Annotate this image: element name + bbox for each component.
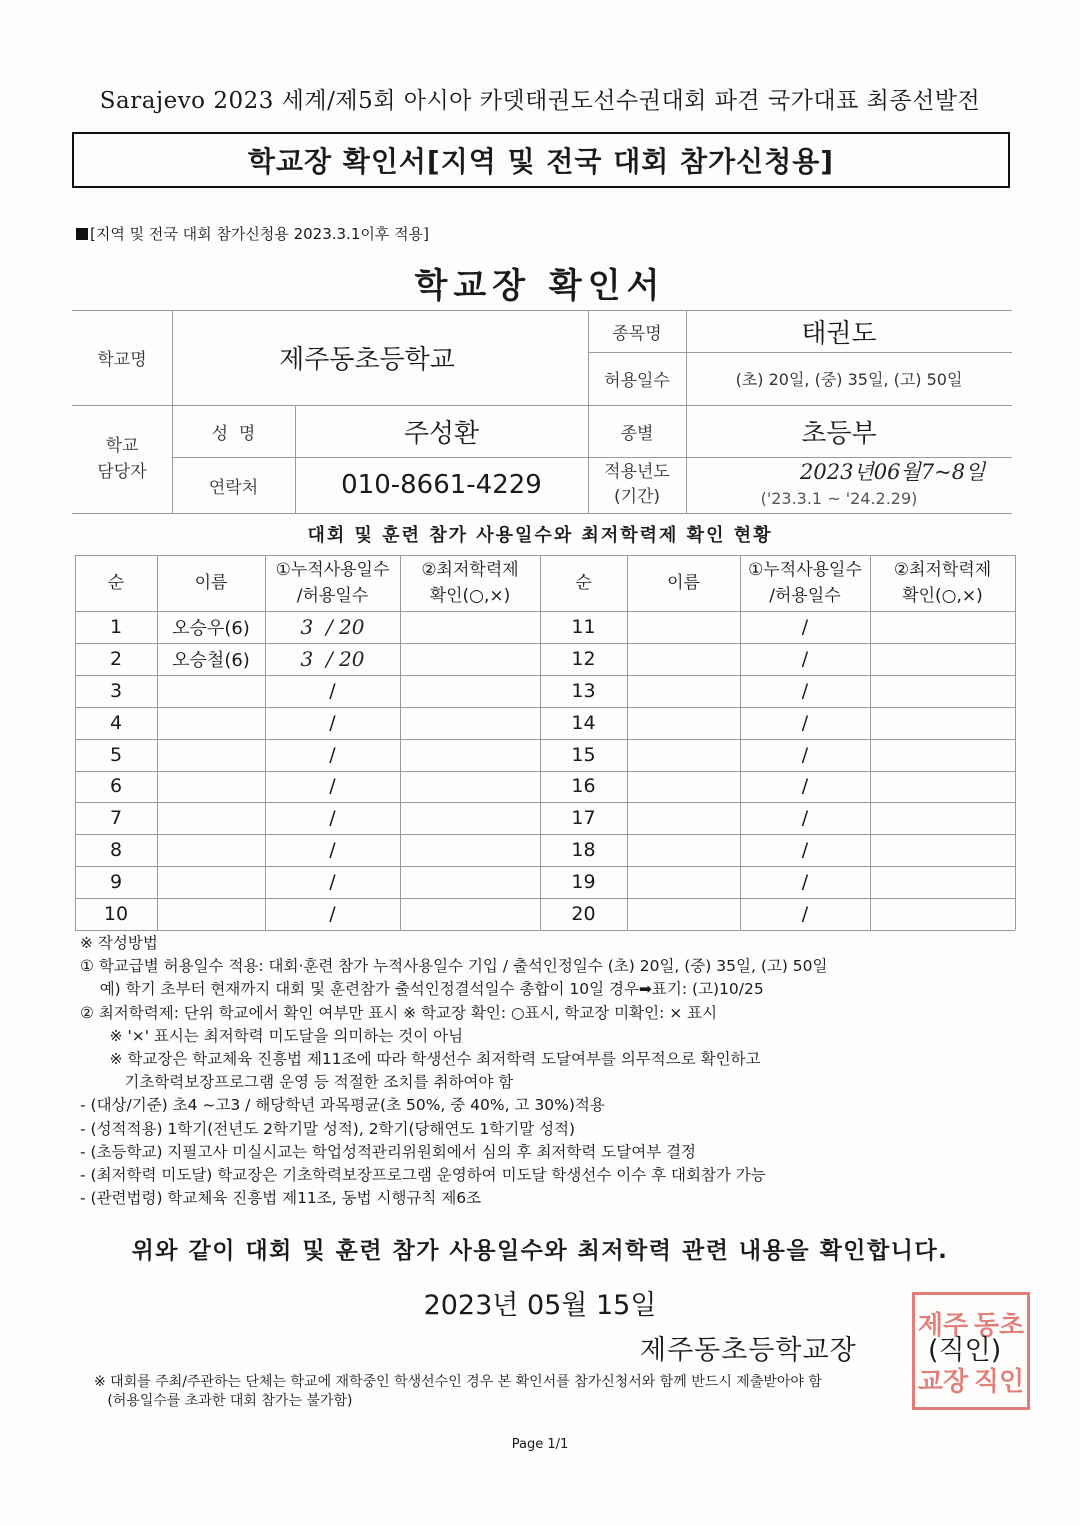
name-label: 성 명 xyxy=(211,423,256,444)
row-number: 18 xyxy=(571,839,596,862)
row-number: 7 xyxy=(109,807,123,830)
note-line: ① 학교급별 허용일수 적용: 대회·훈련 참가 누적사용일수 기입 / 출석인정일수 (초) 20일, (중) 35일, (고) 50일 xyxy=(80,957,828,976)
student-name xyxy=(157,739,265,771)
days-used-cell: / xyxy=(801,871,809,894)
days-used-cell: / xyxy=(801,615,809,638)
main-title: 학교장 확인서 xyxy=(414,266,666,306)
staff-name: 주성환 xyxy=(403,418,480,449)
page-number: Page 1/1 xyxy=(511,1437,569,1452)
seal-char: 직인 xyxy=(973,1366,1025,1397)
days-used-cell: / xyxy=(801,807,809,830)
days-used-cell: / xyxy=(801,903,809,926)
note-line: - (관련법령) 학교체육 진흥법 제11조, 동법 시행규칙 제6조 xyxy=(80,1189,482,1208)
note-line: ② 최저학력제: 단위 학교에서 확인 여부만 표시 ※ 학교장 확인: ○표시, 학교장 미확인: × 표시 xyxy=(80,1003,718,1022)
row-number: 16 xyxy=(571,775,596,798)
col-name-header-left: 이름 xyxy=(194,573,228,593)
row-number: 9 xyxy=(109,871,123,894)
allowed-days-value: (초) 20일, (중) 35일, (고) 50일 xyxy=(735,370,963,389)
days-used-cell: / xyxy=(801,679,809,702)
certificate-box-title: 학교장 확인서[지역 및 전국 대회 참가신청용] xyxy=(72,132,1010,188)
row-number: 2 xyxy=(109,647,123,670)
note-line: ※ 학교장은 학교체육 진흥법 제11조에 따라 학생선수 최저학력 도달여부를 의무적으로 확인하고 xyxy=(80,1050,761,1069)
note-line: - (초등학교) 지필고사 미실시교는 학업성적관리위원회에서 심의 후 최저학력 도달여부 결정 xyxy=(80,1142,697,1161)
row-number: 17 xyxy=(571,807,596,830)
days-used-cell: / xyxy=(329,679,336,702)
row-number: 3 xyxy=(109,679,123,702)
staff-label: 학교 담당자 xyxy=(97,436,147,482)
col-name-header-right: 이름 xyxy=(667,573,700,593)
days-used-cell: / xyxy=(801,839,809,862)
note-line: - (성적적용) 1학기(전년도 2학기말 성적), 2학기(당해연도 1학기말 성적) xyxy=(80,1119,576,1138)
note-line: - (최저학력 미도달) 학교장은 기초학력보장프로그램 운영하여 미도달 학생선수 이수 후 대회참가 가능 xyxy=(80,1166,766,1185)
student-name xyxy=(157,771,265,803)
days-used-cell: 3 / 20 xyxy=(300,646,365,671)
days-used-cell: / xyxy=(329,871,336,894)
days-used-cell: / xyxy=(801,775,809,798)
school-label: 학교명 xyxy=(97,350,147,370)
row-number: 20 xyxy=(571,903,596,926)
row-number: 14 xyxy=(571,711,596,734)
row-number: 4 xyxy=(109,711,123,734)
writing-notes xyxy=(80,932,1020,1210)
col-no-header-right: 순 xyxy=(575,573,592,593)
days-used-cell: / xyxy=(801,711,809,734)
category-label: 종별 xyxy=(620,423,654,444)
days-used-cell: / xyxy=(801,743,809,766)
seal-label: (직인) xyxy=(928,1335,1002,1366)
days-used-cell: / xyxy=(329,775,336,798)
days-used-cell: / xyxy=(329,711,336,734)
days-used-cell: / xyxy=(329,743,336,766)
student-name xyxy=(157,866,265,898)
student-name: 오승철(6) xyxy=(172,649,250,671)
col-check-header-right: ②최저학력제 확인(○,×) xyxy=(893,560,992,606)
row-number: 10 xyxy=(103,903,129,926)
row-number: 13 xyxy=(571,679,596,702)
student-name xyxy=(157,834,265,866)
year-period: ('23.3.1 ~ '24.2.29) xyxy=(760,488,918,508)
days-used-cell: / xyxy=(329,903,336,926)
col-days-header-right: ①누적사용일수 /허용일수 xyxy=(748,560,862,606)
year-label: 적용년도 (기간) xyxy=(604,462,670,507)
days-used-cell: 3 / 20 xyxy=(300,614,365,639)
col-check-header-left: ②최저학력제 확인(○,×) xyxy=(421,560,519,606)
contact-label: 연락처 xyxy=(208,477,259,498)
col-days-header-left: ①누적사용일수 /허용일수 xyxy=(275,560,390,606)
confirm-statement: 위와 같이 대회 및 훈련 참가 사용일수와 최저학력 관련 내용을 확인합니다. xyxy=(131,1238,949,1264)
row-number: 6 xyxy=(109,775,123,798)
school-name: 제주동초등학교 xyxy=(279,345,455,375)
event-title: Sarajevo 2023 세계/제5회 아시아 카뎃태권도선수권대회 파견 국가대표 최종선발전 xyxy=(99,88,981,114)
student-name xyxy=(157,802,265,834)
student-name xyxy=(157,707,265,739)
square-bullet-icon xyxy=(76,228,88,240)
footnote: ※ 대회를 주최/주관하는 단체는 학교에 재학중인 학생선수인 경우 본 확인서를 참가신청서와 함께 반드시 제출받아야 함 (허용일수를 초과한 대회 참가는 불가함) xyxy=(94,1374,822,1409)
row-number: 15 xyxy=(571,743,596,766)
row-number: 12 xyxy=(571,647,596,670)
col-no-header-left: 순 xyxy=(107,573,125,593)
days-used-cell: / xyxy=(329,807,336,830)
category-value: 초등부 xyxy=(801,418,877,449)
row-number: 1 xyxy=(109,615,123,638)
principal-title: 제주동초등학교장 xyxy=(640,1335,857,1366)
row-number: 8 xyxy=(109,839,123,862)
apply-note: [지역 및 전국 대회 참가신청용 2023.3.1이후 적용] xyxy=(76,223,429,244)
student-name xyxy=(157,898,265,930)
note-line: 예) 학기 초부터 현재까지 대회 및 훈련참가 출석인정결석일수 총합이 10일 경우➡표기: (고)10/25 xyxy=(80,980,764,999)
note-line: ※ '×' 표시는 최저학력 미도달을 의미하는 것이 아님 xyxy=(80,1026,464,1045)
status-title: 대회 및 훈련 참가 사용일수와 최저학력제 확인 현황 xyxy=(307,525,773,546)
seal-char: 교장 xyxy=(917,1366,969,1397)
student-name: 오승우(6) xyxy=(172,617,250,639)
days-used-cell: / xyxy=(329,839,336,862)
contact-value: 010-8661-4229 xyxy=(341,470,542,500)
sport-label: 종목명 xyxy=(612,323,662,344)
seal-char: 제주 xyxy=(917,1310,969,1341)
row-number: 19 xyxy=(571,871,596,894)
row-number: 5 xyxy=(109,743,123,766)
issue-date: 2023년 05월 15일 xyxy=(423,1290,657,1321)
note-line: - (대상/기준) 초4 ~고3 / 해당학년 과목평균(초 50%, 중 40%, 고 30%)적용 xyxy=(80,1096,605,1115)
sport-value: 태권도 xyxy=(801,318,877,349)
days-used-cell: / xyxy=(801,647,809,670)
note-line: 기초학력보장프로그램 운영 등 적절한 조치를 취하여야 함 xyxy=(80,1073,514,1092)
student-name xyxy=(157,675,265,707)
year-value-handwritten: 2023년06월7~8일 xyxy=(800,460,986,484)
notes-heading: ※ 작성방법 xyxy=(80,934,158,952)
allowed-days-label: 허용일수 xyxy=(604,371,670,391)
seal-char: 동초 xyxy=(973,1310,1025,1341)
notes-list xyxy=(80,955,1020,1210)
row-number: 11 xyxy=(571,615,596,638)
